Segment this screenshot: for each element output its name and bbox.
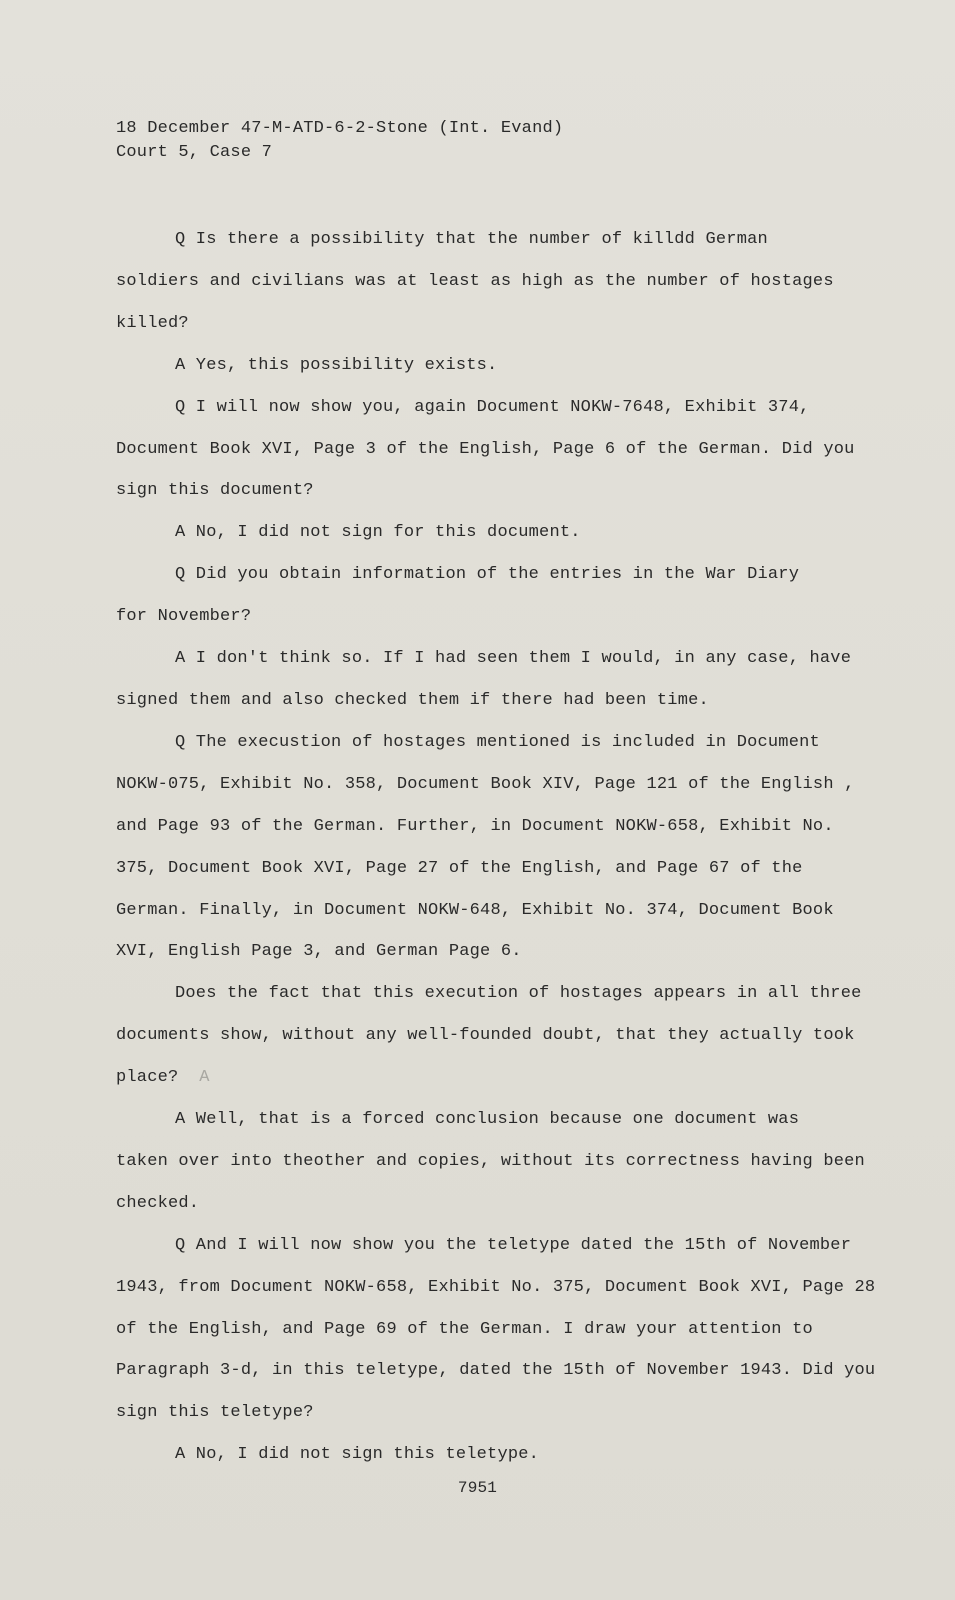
question-line: documents show, without any well-founded doubt, that they actually took: [116, 1026, 855, 1046]
answer-line: A No, I did not sign for this document.: [175, 523, 581, 543]
question-line: Q I will now show you, again Document NOKW-7648, Exhibit 374,: [175, 397, 810, 417]
question-text: place?: [116, 1068, 179, 1088]
question-line: sign this document?: [116, 481, 314, 501]
transcript-body: [116, 219, 876, 1476]
question-line: sign this teletype?: [116, 1403, 314, 1423]
question-line: German. Finally, in Document NOKW-648, Exhibit No. 374, Document Book: [116, 900, 834, 920]
question-line: XVI, English Page 3, and German Page 6.: [116, 942, 522, 962]
answer-line: signed them and also checked them if there had been time.: [116, 690, 709, 710]
question-line: Q Did you obtain information of the entries in the War Diary: [175, 565, 800, 585]
question-line: for November?: [116, 607, 252, 627]
question-line: 1943, from Document NOKW-658, Exhibit No. 375, Document Book XVI, Page 28: [116, 1277, 876, 1297]
question-line: Q And I will now show you the teletype dated the 15th of November: [175, 1235, 852, 1255]
answer-line: A I don't think so. If I had seen them I would, in any case, have: [175, 649, 852, 669]
question-line: Q The execustion of hostages mentioned is included in Document: [175, 732, 820, 752]
question-line: of the English, and Page 69 of the German. I draw your attention to: [116, 1319, 813, 1339]
faint-typed-mark: A: [199, 1068, 210, 1088]
question-line: [116, 1057, 876, 1099]
header-line-1: 18 December 47-M-ATD-6-2-Stone (Int. Evand): [116, 119, 564, 138]
answer-line: checked.: [116, 1193, 200, 1213]
question-line: soldiers and civilians was at least as high as the number of hostages: [116, 271, 834, 291]
answer-line: A No, I did not sign this teletype.: [175, 1445, 540, 1465]
question-line: and Page 93 of the German. Further, in Document NOKW-658, Exhibit No.: [116, 816, 834, 836]
document-header: [116, 117, 563, 165]
page-number: 7951: [457, 1479, 498, 1497]
header-line-2: Court 5, Case 7: [116, 143, 273, 162]
question-line: NOKW-075, Exhibit No. 358, Document Book XIV, Page 121 of the English ,: [116, 774, 855, 794]
answer-line: A Well, that is a forced conclusion because one document was: [175, 1110, 800, 1130]
question-line: Q Is there a possibility that the number of killdd German: [175, 230, 768, 249]
question-line: Paragraph 3-d, in this teletype, dated the 15th of November 1943. Did you: [116, 1361, 876, 1381]
question-line: 375, Document Book XVI, Page 27 of the English, and Page 67 of the: [116, 858, 803, 878]
question-line: Document Book XVI, Page 3 of the English, Page 6 of the German. Did you: [116, 439, 855, 459]
answer-line: taken over into theother and copies, without its correctness having been: [116, 1151, 865, 1171]
question-line: Does the fact that this execution of hostages appears in all three: [175, 984, 862, 1004]
question-line: killed?: [116, 313, 189, 333]
answer-line: A Yes, this possibility exists.: [175, 355, 498, 375]
